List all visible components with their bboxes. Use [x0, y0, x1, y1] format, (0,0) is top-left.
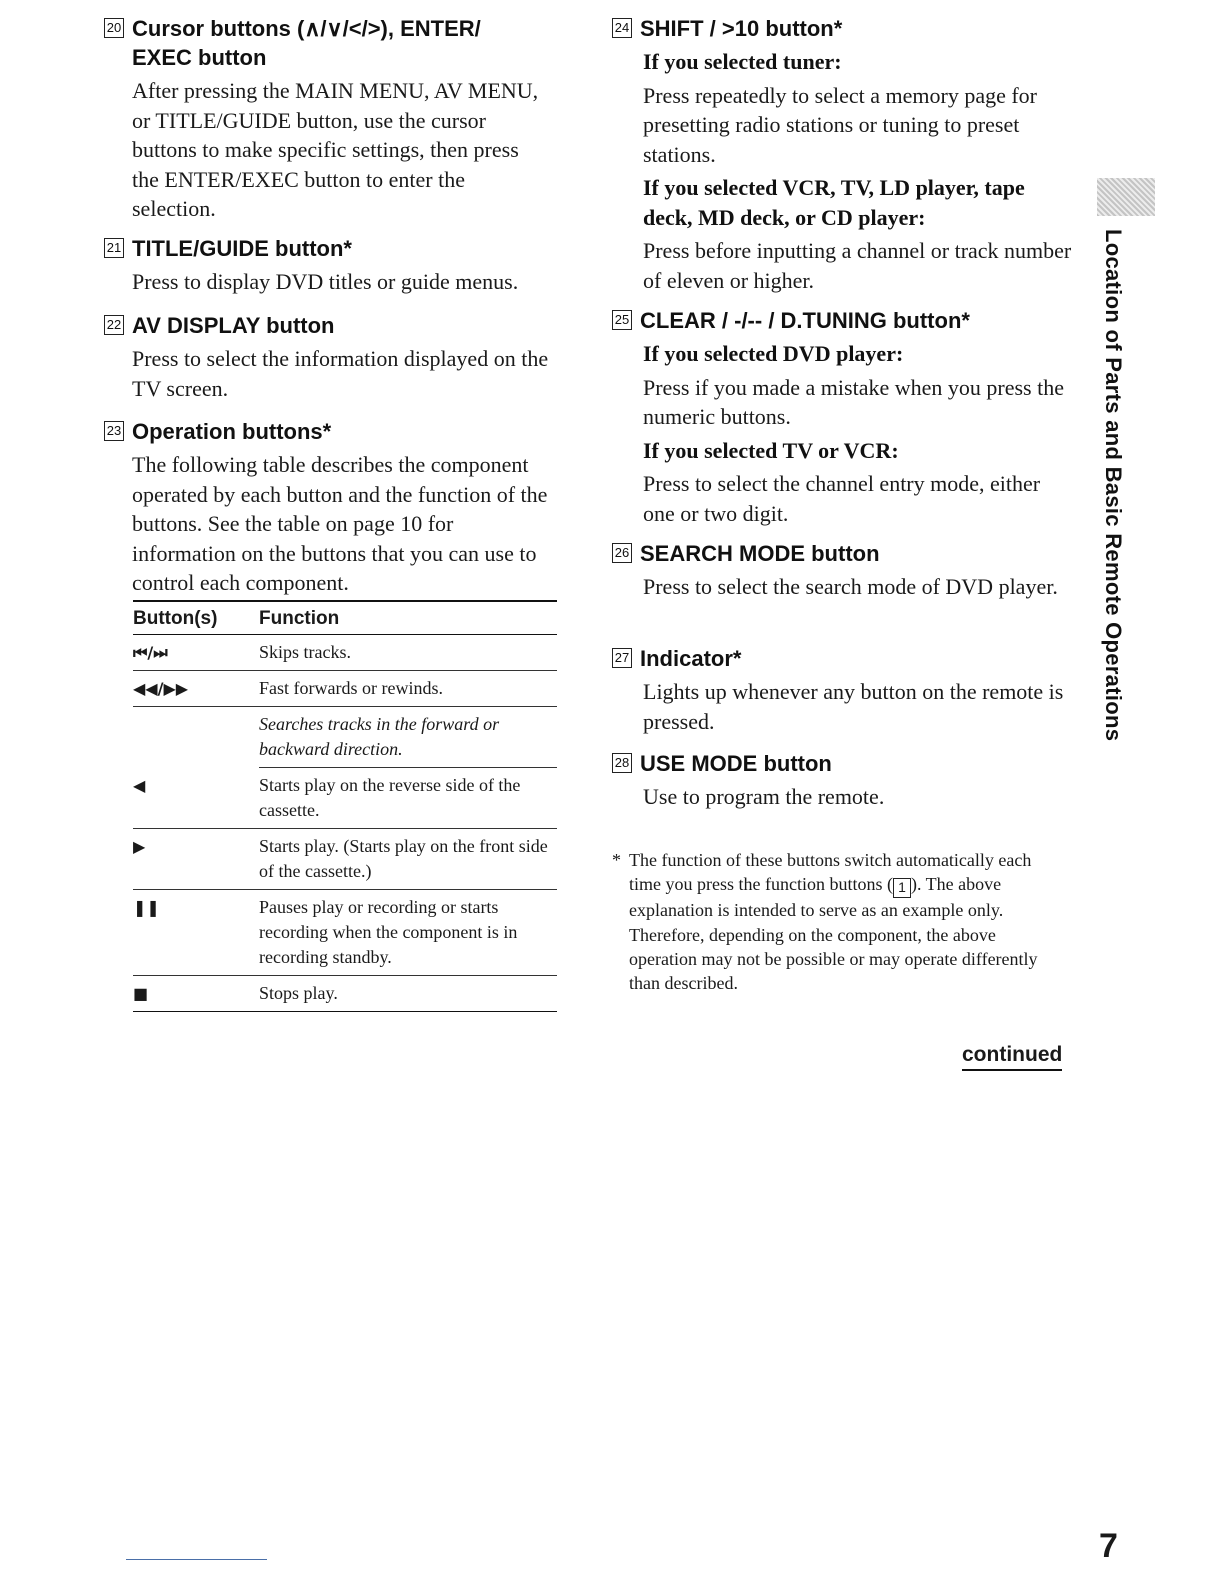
item-24-heading — [612, 14, 1072, 43]
item-22-heading — [104, 311, 554, 340]
item-23 — [104, 417, 554, 598]
item-28-body: Use to program the remote. — [643, 784, 885, 809]
table-header-row — [133, 601, 557, 635]
table-row — [133, 671, 557, 707]
table-button-glyph: ⏮/⏭ — [133, 635, 259, 671]
item-21-title: TITLE/GUIDE button* — [132, 236, 352, 261]
item-24-number: 24 — [612, 18, 632, 38]
footnote-asterisk: * — [612, 850, 621, 870]
item-27-title: Indicator* — [640, 646, 742, 671]
table-function-text: Starts play. (Starts play on the front side of the cassette.) — [259, 829, 557, 890]
table-function-text: Pauses play or recording or starts recording when the component is in recording standby. — [259, 890, 557, 976]
footnote-text-part2: ). The above explanation is intended to serve as an example only. Therefore, depending on the component, the above operation may not be possible or may operate differently than described. — [629, 874, 1038, 994]
page-number: 7 — [1099, 1527, 1118, 1565]
item-24-sub1-body: Press repeatedly to select a memory page for presetting radio stations or tuning to preset stations. — [643, 82, 1038, 167]
table-button-glyph: ◀ — [133, 768, 259, 829]
table-button-glyph — [133, 707, 259, 768]
section-tab-marker — [1097, 178, 1155, 216]
table-function-text: Searches tracks in the forward or backward direction. — [259, 707, 557, 768]
item-25-sub2-body: Press to select the channel entry mode, either one or two digit. — [643, 471, 1041, 526]
item-28-title: USE MODE button — [640, 751, 832, 776]
table-button-glyph: ❚❚ — [133, 890, 259, 976]
item-25-heading — [612, 306, 1072, 335]
footnote-text-part1: The function of these buttons switch automatically each time you press the function buttons ( — [629, 850, 1032, 895]
button-function-table — [133, 600, 557, 1012]
item-27-number: 27 — [612, 648, 632, 668]
item-20 — [104, 14, 544, 224]
item-25-sub2-heading: If you selected TV or VCR: — [643, 437, 899, 463]
item-20-number: 20 — [104, 18, 124, 38]
item-20-title: Cursor buttons (∧/∨/</>), ENTER/ EXEC button — [132, 16, 481, 70]
table-row — [133, 768, 557, 829]
table-button-glyph: ▶ — [133, 829, 259, 890]
item-24-sub1-heading: If you selected tuner: — [643, 49, 842, 74]
item-24-title: SHIFT / >10 button* — [640, 16, 843, 41]
item-24-sub2-body: Press before inputting a channel or track number of eleven or higher. — [643, 238, 1072, 293]
item-24-sub2-heading: If you selected VCR, TV, LD player, tape deck, MD deck, or CD player: — [643, 175, 1025, 230]
item-23-title: Operation buttons* — [132, 419, 332, 444]
item-22 — [104, 311, 554, 403]
item-26-title: SEARCH MODE button — [640, 541, 880, 566]
item-26-heading — [612, 539, 1072, 568]
item-26-body: Press to select the search mode of DVD player. — [643, 574, 1058, 599]
table-button-glyph: ◀◀/▶▶ — [133, 671, 259, 707]
item-27 — [612, 644, 1072, 736]
item-27-heading — [612, 644, 1072, 673]
table-function-text: Skips tracks. — [259, 635, 557, 671]
item-24 — [612, 14, 1072, 295]
item-21-heading — [104, 234, 554, 263]
item-25-sub1-body: Press if you made a mistake when you press the numeric buttons. — [643, 374, 1064, 429]
function-button-ref: 1 — [893, 878, 911, 898]
item-22-body: Press to select the information displayed on the TV screen. — [132, 346, 549, 401]
table-row — [133, 890, 557, 976]
item-20-body: After pressing the MAIN MENU, AV MENU, or TITLE/GUIDE button, use the cursor buttons to make specific settings, then press the ENTER/EXEC button to enter the selection. — [132, 78, 539, 221]
item-22-title: AV DISPLAY button — [132, 313, 335, 338]
item-26-number: 26 — [612, 543, 632, 563]
item-25-sub1-heading: If you selected DVD player: — [643, 341, 904, 366]
continued-label: continued — [962, 1043, 1062, 1071]
table-function-text: Stops play. — [259, 976, 557, 1012]
footnote-text — [612, 848, 1060, 995]
table-row — [133, 707, 557, 768]
table-button-glyph: ■ — [133, 976, 259, 1012]
table-row — [133, 635, 557, 671]
item-23-body: The following table describes the component operated by each button and the function of the buttons. See the table on page 10 for information on the buttons that you can use to control each component. — [132, 452, 548, 595]
bottom-rule — [126, 1559, 267, 1560]
table-header-buttons: Button(s) — [133, 601, 259, 635]
item-21 — [104, 234, 554, 297]
item-25 — [612, 306, 1072, 528]
item-28-number: 28 — [612, 753, 632, 773]
table-header-function: Function — [259, 601, 557, 635]
table-function-text: Starts play on the reverse side of the cassette. — [259, 768, 557, 829]
item-21-body: Press to display DVD titles or guide menus. — [132, 269, 519, 294]
item-28-heading — [612, 749, 1072, 778]
item-28 — [612, 749, 1072, 812]
table-row — [133, 829, 557, 890]
item-20-heading — [104, 14, 544, 72]
item-23-heading — [104, 417, 554, 446]
item-26 — [612, 539, 1072, 602]
item-25-number: 25 — [612, 310, 632, 330]
table-row — [133, 976, 557, 1012]
item-21-number: 21 — [104, 238, 124, 258]
section-side-label: Location of Parts and Basic Remote Operations — [1101, 229, 1126, 742]
table-function-text: Fast forwards or rewinds. — [259, 671, 557, 707]
item-22-number: 22 — [104, 315, 124, 335]
footnote — [612, 848, 1060, 995]
item-23-number: 23 — [104, 421, 124, 441]
item-27-body: Lights up whenever any button on the remote is pressed. — [643, 679, 1064, 734]
item-25-title: CLEAR / -/-- / D.TUNING button* — [640, 308, 970, 333]
